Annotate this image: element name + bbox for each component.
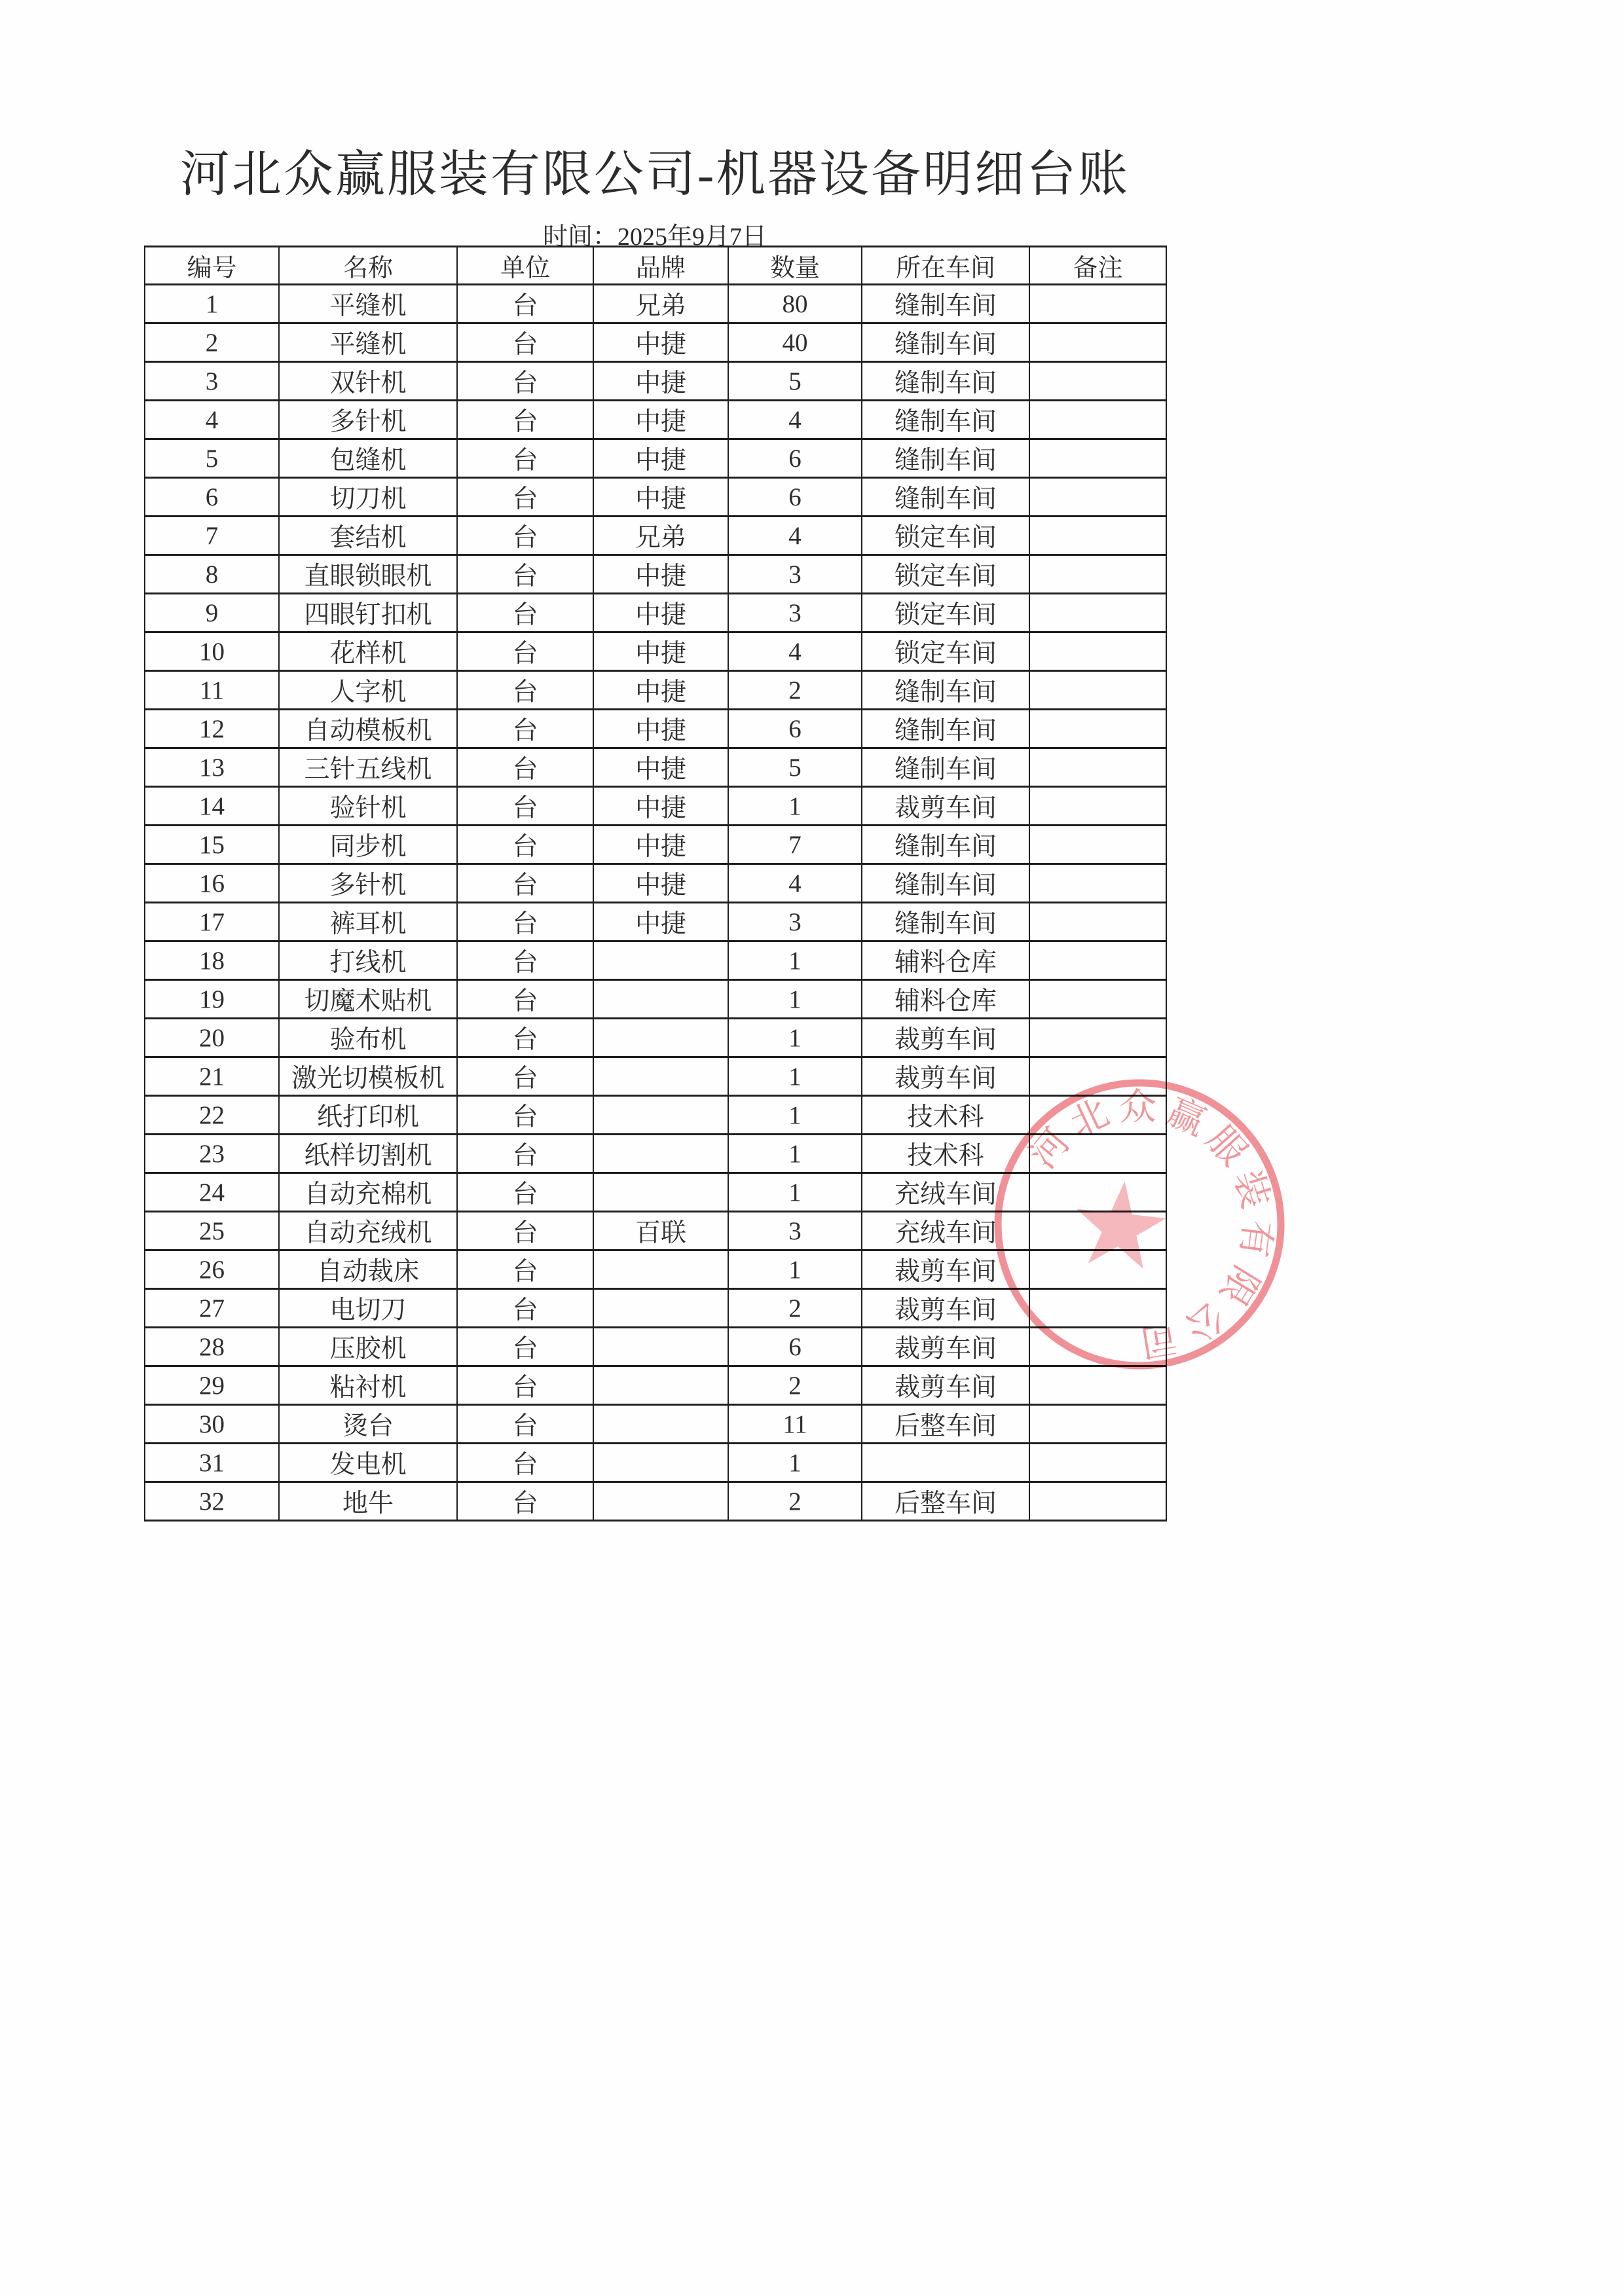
cell-workshop xyxy=(862,1444,1029,1482)
cell-brand xyxy=(593,980,728,1019)
cell-brand xyxy=(593,1135,728,1173)
cell-name: 自动充棉机 xyxy=(279,1173,457,1212)
cell-workshop: 缝制车间 xyxy=(862,439,1029,478)
cell-name: 自动充绒机 xyxy=(279,1212,457,1250)
cell-unit: 台 xyxy=(457,401,593,439)
cell-remarks xyxy=(1029,1444,1166,1482)
table-row xyxy=(145,323,1166,362)
cell-workshop: 裁剪车间 xyxy=(862,1057,1029,1096)
table-row xyxy=(145,787,1166,826)
cell-remarks xyxy=(1029,323,1166,362)
cell-id: 32 xyxy=(145,1482,279,1521)
table-row xyxy=(145,362,1166,401)
cell-id: 22 xyxy=(145,1096,279,1135)
cell-remarks xyxy=(1029,710,1166,748)
cell-workshop: 缝制车间 xyxy=(862,285,1029,323)
cell-workshop: 缝制车间 xyxy=(862,323,1029,362)
cell-name: 打线机 xyxy=(279,941,457,980)
cell-brand xyxy=(593,1057,728,1096)
header-cell-brand: 品牌 xyxy=(593,247,728,285)
cell-qty: 3 xyxy=(728,1212,862,1250)
table-row xyxy=(145,748,1166,787)
cell-brand xyxy=(593,941,728,980)
cell-unit: 台 xyxy=(457,478,593,517)
cell-unit: 台 xyxy=(457,285,593,323)
cell-remarks xyxy=(1029,941,1166,980)
cell-id: 2 xyxy=(145,323,279,362)
cell-unit: 台 xyxy=(457,941,593,980)
cell-workshop: 裁剪车间 xyxy=(862,1250,1029,1289)
cell-brand: 中捷 xyxy=(593,826,728,864)
table-row xyxy=(145,903,1166,941)
cell-qty: 5 xyxy=(728,362,862,401)
cell-workshop: 裁剪车间 xyxy=(862,1019,1029,1057)
cell-qty: 1 xyxy=(728,1444,862,1482)
cell-brand: 中捷 xyxy=(593,323,728,362)
table-row xyxy=(145,671,1166,710)
cell-id: 18 xyxy=(145,941,279,980)
cell-qty: 1 xyxy=(728,1096,862,1135)
cell-id: 31 xyxy=(145,1444,279,1482)
cell-brand: 兄弟 xyxy=(593,517,728,555)
cell-workshop: 后整车间 xyxy=(862,1482,1029,1521)
cell-remarks xyxy=(1029,864,1166,903)
cell-id: 21 xyxy=(145,1057,279,1096)
table-row xyxy=(145,1250,1166,1289)
cell-unit: 台 xyxy=(457,787,593,826)
table-row xyxy=(145,1173,1166,1212)
cell-brand xyxy=(593,1328,728,1366)
cell-id: 17 xyxy=(145,903,279,941)
table-row xyxy=(145,1405,1166,1444)
cell-name: 包缝机 xyxy=(279,439,457,478)
cell-remarks xyxy=(1029,980,1166,1019)
cell-workshop: 锁定车间 xyxy=(862,632,1029,671)
cell-remarks xyxy=(1029,285,1166,323)
table-body xyxy=(145,285,1166,1521)
cell-name: 激光切模板机 xyxy=(279,1057,457,1096)
cell-brand: 中捷 xyxy=(593,903,728,941)
cell-workshop: 技术科 xyxy=(862,1096,1029,1135)
cell-brand: 百联 xyxy=(593,1212,728,1250)
cell-unit: 台 xyxy=(457,439,593,478)
cell-name: 纸样切割机 xyxy=(279,1135,457,1173)
cell-brand: 中捷 xyxy=(593,748,728,787)
cell-id: 23 xyxy=(145,1135,279,1173)
cell-workshop: 裁剪车间 xyxy=(862,1289,1029,1328)
cell-remarks xyxy=(1029,1405,1166,1444)
cell-name: 验布机 xyxy=(279,1019,457,1057)
table-row xyxy=(145,826,1166,864)
cell-id: 7 xyxy=(145,517,279,555)
page-subtitle: 时间：2025年9月7日 xyxy=(542,223,767,251)
cell-unit: 台 xyxy=(457,1482,593,1521)
cell-remarks xyxy=(1029,1212,1166,1250)
cell-unit: 台 xyxy=(457,980,593,1019)
cell-name: 粘衬机 xyxy=(279,1366,457,1405)
cell-name: 多针机 xyxy=(279,864,457,903)
cell-qty: 4 xyxy=(728,517,862,555)
cell-brand: 中捷 xyxy=(593,671,728,710)
cell-id: 15 xyxy=(145,826,279,864)
cell-brand: 兄弟 xyxy=(593,285,728,323)
cell-name: 双针机 xyxy=(279,362,457,401)
equipment-table xyxy=(144,246,1167,1522)
header-cell-qty: 数量 xyxy=(728,247,862,285)
table-row xyxy=(145,980,1166,1019)
cell-remarks xyxy=(1029,1057,1166,1096)
table-row xyxy=(145,439,1166,478)
cell-id: 19 xyxy=(145,980,279,1019)
cell-unit: 台 xyxy=(457,1096,593,1135)
cell-qty: 1 xyxy=(728,1173,862,1212)
cell-unit: 台 xyxy=(457,517,593,555)
cell-qty: 7 xyxy=(728,826,862,864)
table-header-row xyxy=(145,247,1166,285)
cell-qty: 5 xyxy=(728,748,862,787)
cell-name: 切魔术贴机 xyxy=(279,980,457,1019)
cell-unit: 台 xyxy=(457,1057,593,1096)
cell-workshop: 后整车间 xyxy=(862,1405,1029,1444)
cell-unit: 台 xyxy=(457,632,593,671)
cell-brand xyxy=(593,1096,728,1135)
cell-remarks xyxy=(1029,1366,1166,1405)
cell-workshop: 缝制车间 xyxy=(862,903,1029,941)
cell-qty: 3 xyxy=(728,903,862,941)
cell-workshop: 锁定车间 xyxy=(862,517,1029,555)
cell-id: 8 xyxy=(145,555,279,594)
cell-id: 16 xyxy=(145,864,279,903)
table-row xyxy=(145,1366,1166,1405)
cell-id: 20 xyxy=(145,1019,279,1057)
cell-id: 29 xyxy=(145,1366,279,1405)
cell-qty: 1 xyxy=(728,1019,862,1057)
cell-workshop: 辅料仓库 xyxy=(862,941,1029,980)
cell-unit: 台 xyxy=(457,864,593,903)
cell-name: 发电机 xyxy=(279,1444,457,1482)
cell-qty: 4 xyxy=(728,401,862,439)
cell-name: 烫台 xyxy=(279,1405,457,1444)
page-title: 河北众赢服装有限公司-机器设备明细台账 xyxy=(179,147,1130,202)
cell-unit: 台 xyxy=(457,1405,593,1444)
cell-qty: 6 xyxy=(728,1328,862,1366)
cell-unit: 台 xyxy=(457,1328,593,1366)
cell-id: 25 xyxy=(145,1212,279,1250)
cell-workshop: 裁剪车间 xyxy=(862,1366,1029,1405)
cell-id: 1 xyxy=(145,285,279,323)
cell-workshop: 充绒车间 xyxy=(862,1212,1029,1250)
cell-remarks xyxy=(1029,1482,1166,1521)
table-row xyxy=(145,864,1166,903)
cell-workshop: 辅料仓库 xyxy=(862,980,1029,1019)
cell-workshop: 裁剪车间 xyxy=(862,787,1029,826)
cell-brand: 中捷 xyxy=(593,439,728,478)
cell-name: 四眼钉扣机 xyxy=(279,594,457,632)
table-row xyxy=(145,1019,1166,1057)
cell-remarks xyxy=(1029,1250,1166,1289)
cell-remarks xyxy=(1029,517,1166,555)
cell-id: 9 xyxy=(145,594,279,632)
cell-unit: 台 xyxy=(457,323,593,362)
cell-unit: 台 xyxy=(457,362,593,401)
cell-name: 平缝机 xyxy=(279,285,457,323)
cell-name: 平缝机 xyxy=(279,323,457,362)
cell-unit: 台 xyxy=(457,1444,593,1482)
cell-unit: 台 xyxy=(457,1173,593,1212)
cell-qty: 11 xyxy=(728,1405,862,1444)
cell-unit: 台 xyxy=(457,710,593,748)
table-row xyxy=(145,1096,1166,1135)
cell-name: 同步机 xyxy=(279,826,457,864)
cell-qty: 3 xyxy=(728,594,862,632)
cell-id: 26 xyxy=(145,1250,279,1289)
cell-qty: 1 xyxy=(728,1250,862,1289)
table-row xyxy=(145,594,1166,632)
cell-remarks xyxy=(1029,1173,1166,1212)
table-row xyxy=(145,710,1166,748)
cell-remarks xyxy=(1029,439,1166,478)
cell-brand xyxy=(593,1250,728,1289)
cell-id: 4 xyxy=(145,401,279,439)
cell-id: 27 xyxy=(145,1289,279,1328)
cell-id: 10 xyxy=(145,632,279,671)
cell-unit: 台 xyxy=(457,555,593,594)
cell-unit: 台 xyxy=(457,1212,593,1250)
cell-name: 裤耳机 xyxy=(279,903,457,941)
cell-workshop: 锁定车间 xyxy=(862,555,1029,594)
cell-name: 三针五线机 xyxy=(279,748,457,787)
cell-name: 自动模板机 xyxy=(279,710,457,748)
cell-id: 12 xyxy=(145,710,279,748)
header-cell-name: 名称 xyxy=(279,247,457,285)
cell-id: 28 xyxy=(145,1328,279,1366)
cell-unit: 台 xyxy=(457,1289,593,1328)
table-row xyxy=(145,517,1166,555)
cell-brand xyxy=(593,1405,728,1444)
cell-qty: 3 xyxy=(728,555,862,594)
cell-qty: 1 xyxy=(728,980,862,1019)
cell-brand: 中捷 xyxy=(593,478,728,517)
table-row xyxy=(145,401,1166,439)
cell-remarks xyxy=(1029,362,1166,401)
cell-workshop: 技术科 xyxy=(862,1135,1029,1173)
table-row xyxy=(145,1444,1166,1482)
cell-remarks xyxy=(1029,594,1166,632)
cell-workshop: 缝制车间 xyxy=(862,710,1029,748)
table-row xyxy=(145,478,1166,517)
cell-unit: 台 xyxy=(457,748,593,787)
cell-qty: 2 xyxy=(728,1482,862,1521)
cell-id: 14 xyxy=(145,787,279,826)
cell-brand xyxy=(593,1482,728,1521)
cell-brand xyxy=(593,1444,728,1482)
cell-name: 人字机 xyxy=(279,671,457,710)
cell-name: 直眼锁眼机 xyxy=(279,555,457,594)
cell-workshop: 缝制车间 xyxy=(862,401,1029,439)
table-row xyxy=(145,1289,1166,1328)
cell-id: 13 xyxy=(145,748,279,787)
cell-qty: 40 xyxy=(728,323,862,362)
cell-workshop: 缝制车间 xyxy=(862,362,1029,401)
table-row xyxy=(145,941,1166,980)
cell-brand xyxy=(593,1366,728,1405)
cell-qty: 2 xyxy=(728,1289,862,1328)
cell-id: 30 xyxy=(145,1405,279,1444)
cell-remarks xyxy=(1029,1096,1166,1135)
cell-workshop: 充绒车间 xyxy=(862,1173,1029,1212)
cell-brand xyxy=(593,1173,728,1212)
cell-qty: 1 xyxy=(728,1057,862,1096)
cell-id: 3 xyxy=(145,362,279,401)
stamp-text-arc: 河北众赢服装有限公司 xyxy=(1022,1086,1278,1363)
cell-remarks xyxy=(1029,555,1166,594)
cell-unit: 台 xyxy=(457,671,593,710)
cell-brand: 中捷 xyxy=(593,787,728,826)
cell-brand: 中捷 xyxy=(593,401,728,439)
cell-workshop: 缝制车间 xyxy=(862,671,1029,710)
header-cell-workshop: 所在车间 xyxy=(862,247,1029,285)
table-row xyxy=(145,1135,1166,1173)
cell-qty: 6 xyxy=(728,710,862,748)
table-row xyxy=(145,1057,1166,1096)
cell-remarks xyxy=(1029,632,1166,671)
header-cell-remarks: 备注 xyxy=(1029,247,1166,285)
cell-unit: 台 xyxy=(457,1135,593,1173)
cell-qty: 4 xyxy=(728,864,862,903)
cell-workshop: 缝制车间 xyxy=(862,478,1029,517)
cell-id: 24 xyxy=(145,1173,279,1212)
cell-name: 花样机 xyxy=(279,632,457,671)
cell-brand: 中捷 xyxy=(593,555,728,594)
cell-unit: 台 xyxy=(457,826,593,864)
cell-remarks xyxy=(1029,478,1166,517)
cell-id: 5 xyxy=(145,439,279,478)
cell-unit: 台 xyxy=(457,1366,593,1405)
cell-remarks xyxy=(1029,1328,1166,1366)
cell-workshop: 锁定车间 xyxy=(862,594,1029,632)
header-cell-id: 编号 xyxy=(145,247,279,285)
cell-brand: 中捷 xyxy=(593,632,728,671)
cell-qty: 6 xyxy=(728,478,862,517)
cell-name: 套结机 xyxy=(279,517,457,555)
table-row xyxy=(145,1212,1166,1250)
cell-unit: 台 xyxy=(457,1250,593,1289)
cell-workshop: 缝制车间 xyxy=(862,748,1029,787)
cell-remarks xyxy=(1029,1135,1166,1173)
cell-remarks xyxy=(1029,671,1166,710)
cell-brand xyxy=(593,1289,728,1328)
table-row xyxy=(145,285,1166,323)
cell-name: 压胶机 xyxy=(279,1328,457,1366)
table-row xyxy=(145,632,1166,671)
cell-brand: 中捷 xyxy=(593,362,728,401)
cell-qty: 1 xyxy=(728,1135,862,1173)
cell-workshop: 裁剪车间 xyxy=(862,1328,1029,1366)
cell-name: 切刀机 xyxy=(279,478,457,517)
cell-remarks xyxy=(1029,1019,1166,1057)
table-row xyxy=(145,555,1166,594)
cell-name: 验针机 xyxy=(279,787,457,826)
cell-name: 地牛 xyxy=(279,1482,457,1521)
cell-workshop: 缝制车间 xyxy=(862,826,1029,864)
cell-name: 多针机 xyxy=(279,401,457,439)
cell-remarks xyxy=(1029,1289,1166,1328)
header-cell-unit: 单位 xyxy=(457,247,593,285)
cell-qty: 80 xyxy=(728,285,862,323)
table-row xyxy=(145,1328,1166,1366)
cell-qty: 2 xyxy=(728,1366,862,1405)
cell-id: 6 xyxy=(145,478,279,517)
cell-brand: 中捷 xyxy=(593,864,728,903)
cell-qty: 2 xyxy=(728,671,862,710)
cell-unit: 台 xyxy=(457,903,593,941)
cell-brand: 中捷 xyxy=(593,594,728,632)
cell-unit: 台 xyxy=(457,594,593,632)
cell-name: 电切刀 xyxy=(279,1289,457,1328)
cell-qty: 1 xyxy=(728,941,862,980)
cell-unit: 台 xyxy=(457,1019,593,1057)
cell-remarks xyxy=(1029,748,1166,787)
cell-remarks xyxy=(1029,401,1166,439)
cell-id: 11 xyxy=(145,671,279,710)
cell-brand: 中捷 xyxy=(593,710,728,748)
cell-remarks xyxy=(1029,826,1166,864)
cell-remarks xyxy=(1029,787,1166,826)
cell-qty: 1 xyxy=(728,787,862,826)
cell-name: 纸打印机 xyxy=(279,1096,457,1135)
table-row xyxy=(145,1482,1166,1521)
cell-brand xyxy=(593,1019,728,1057)
cell-qty: 4 xyxy=(728,632,862,671)
cell-remarks xyxy=(1029,903,1166,941)
cell-name: 自动裁床 xyxy=(279,1250,457,1289)
cell-qty: 6 xyxy=(728,439,862,478)
cell-workshop: 缝制车间 xyxy=(862,864,1029,903)
